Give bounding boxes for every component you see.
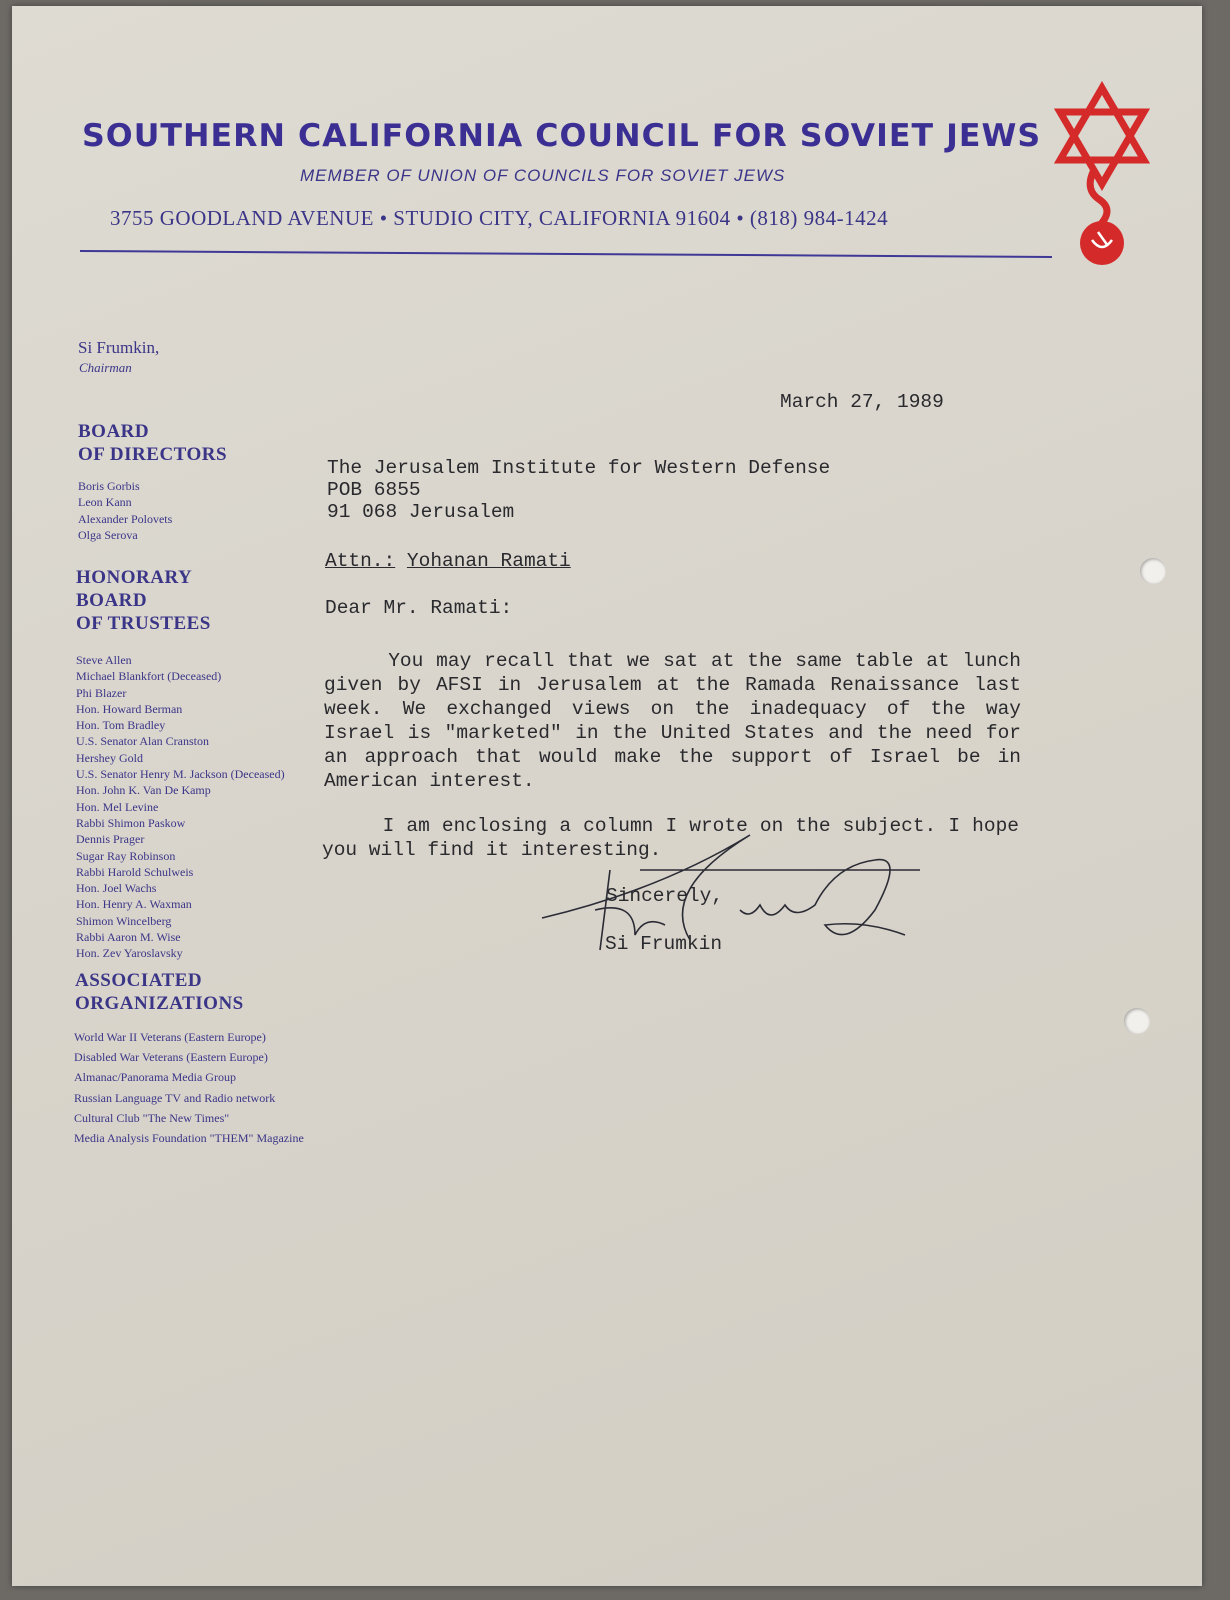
trustee-name: Shimon Wincelberg	[76, 913, 172, 928]
heading-line: ORGANIZATIONS	[75, 993, 244, 1014]
trustee-name: Hon. John K. Van De Kamp	[76, 783, 211, 798]
address-line: 91 068 Jerusalem	[327, 501, 515, 523]
organization-name: Cultural Club "The New Times"	[74, 1110, 230, 1125]
heading-line: OF TRUSTEES	[76, 613, 211, 634]
attn-name: Yohanan Ramati	[406, 550, 571, 572]
letter-line: an approach that would make the support of Israel be in	[324, 746, 1021, 768]
attention-line	[325, 550, 571, 572]
organization-name: Disabled War Veterans (Eastern Europe)	[74, 1050, 268, 1065]
trustee-name: Rabbi Harold Schulweis	[76, 864, 194, 879]
recipient-address	[327, 457, 830, 523]
closing: Sincerely,	[606, 885, 724, 907]
letter-line: you will find it interesting.	[322, 839, 662, 861]
trustees-heading	[76, 566, 211, 635]
letter-line: I am enclosing a column I wrote on the subject. I hope	[322, 815, 1019, 837]
chairman-title: Chairman	[79, 360, 132, 375]
trustee-name: Sugar Ray Robinson	[76, 848, 176, 863]
salutation: Dear Mr. Ramati:	[325, 597, 513, 619]
organization-name: Almanac/Panorama Media Group	[74, 1070, 236, 1085]
attn-label: Attn.:	[325, 550, 396, 572]
trustee-name: Hon. Tom Bradley	[76, 718, 166, 733]
trustee-name: Steve Allen	[76, 653, 132, 667]
letter-line: given by AFSI in Jerusalem at the Ramada Renaissance last	[324, 674, 1021, 696]
trustee-name: U.S. Senator Henry M. Jackson (Deceased)	[76, 767, 285, 782]
board-member: Leon Kann	[78, 495, 132, 510]
trustee-name: Michael Blankfort (Deceased)	[76, 669, 222, 684]
member-line: MEMBER OF UNION OF COUNCILS FOR SOVIET JEWS	[300, 166, 786, 185]
organization-name: Russian Language TV and Radio network	[74, 1090, 276, 1105]
orgs-list	[74, 1027, 304, 1148]
trustee-name: Dennis Prager	[76, 832, 145, 847]
letter-date: March 27, 1989	[780, 391, 944, 413]
trustee-name: Rabbi Aaron M. Wise	[76, 930, 181, 945]
organization-name: World War II Veterans (Eastern Europe)	[74, 1030, 266, 1044]
punch-hole	[1140, 558, 1166, 584]
heading-line: BOARD	[76, 590, 148, 611]
organization-name: SOUTHERN CALIFORNIA COUNCIL FOR SOVIET JEWS	[82, 118, 1042, 154]
board-list	[78, 478, 172, 543]
address-line: 3755 GOODLAND AVENUE • STUDIO CITY, CALIFORNIA 91604 • (818) 984-1424	[110, 206, 889, 230]
chairman-name: Si Frumkin,	[78, 338, 160, 357]
handwritten-signature	[540, 830, 930, 970]
trustee-name: Rabbi Shimon Paskow	[76, 815, 186, 830]
heading-line: BOARD	[78, 421, 150, 442]
address-line: POB 6855	[327, 479, 421, 501]
paragraph-1	[324, 650, 1021, 794]
trustee-name: U.S. Senator Alan Cranston	[76, 734, 209, 749]
signer-name: Si Frumkin	[605, 933, 723, 955]
trustee-name: Hon. Henry A. Waxman	[76, 897, 192, 912]
letter-line: You may recall that we sat at the same table at lunch	[324, 650, 1021, 672]
trustee-name: Hershey Gold	[76, 750, 143, 765]
board-member: Boris Gorbis	[78, 479, 140, 493]
trustee-name: Hon. Mel Levine	[76, 799, 159, 814]
trustee-name: Hon. Howard Berman	[76, 701, 183, 716]
letter-line: American interest.	[324, 770, 535, 792]
organization-name: Media Analysis Foundation "THEM" Magazine	[74, 1131, 304, 1146]
trustee-name: Hon. Zev Yaroslavsky	[76, 946, 183, 961]
star-of-david-logo-icon	[1052, 80, 1152, 270]
heading-line: HONORARY	[76, 567, 193, 588]
trustee-name: Hon. Joel Wachs	[76, 881, 157, 896]
heading-line: OF DIRECTORS	[78, 444, 228, 465]
letter-line: week. We exchanged views on the inadequacy of the way	[324, 698, 1021, 720]
board-member: Alexander Polovets	[78, 511, 173, 526]
board-member: Olga Serova	[78, 527, 138, 542]
heading-line: ASSOCIATED	[75, 970, 203, 991]
board-heading	[78, 420, 227, 466]
punch-hole	[1124, 1008, 1150, 1034]
trustee-name: Phi Blazer	[76, 685, 127, 700]
address-line: The Jerusalem Institute for Western Defense	[327, 457, 831, 479]
trustees-list	[76, 652, 285, 962]
orgs-heading	[75, 969, 244, 1015]
letter-line: Israel is "marketed" in the United States and the need for	[324, 722, 1021, 744]
